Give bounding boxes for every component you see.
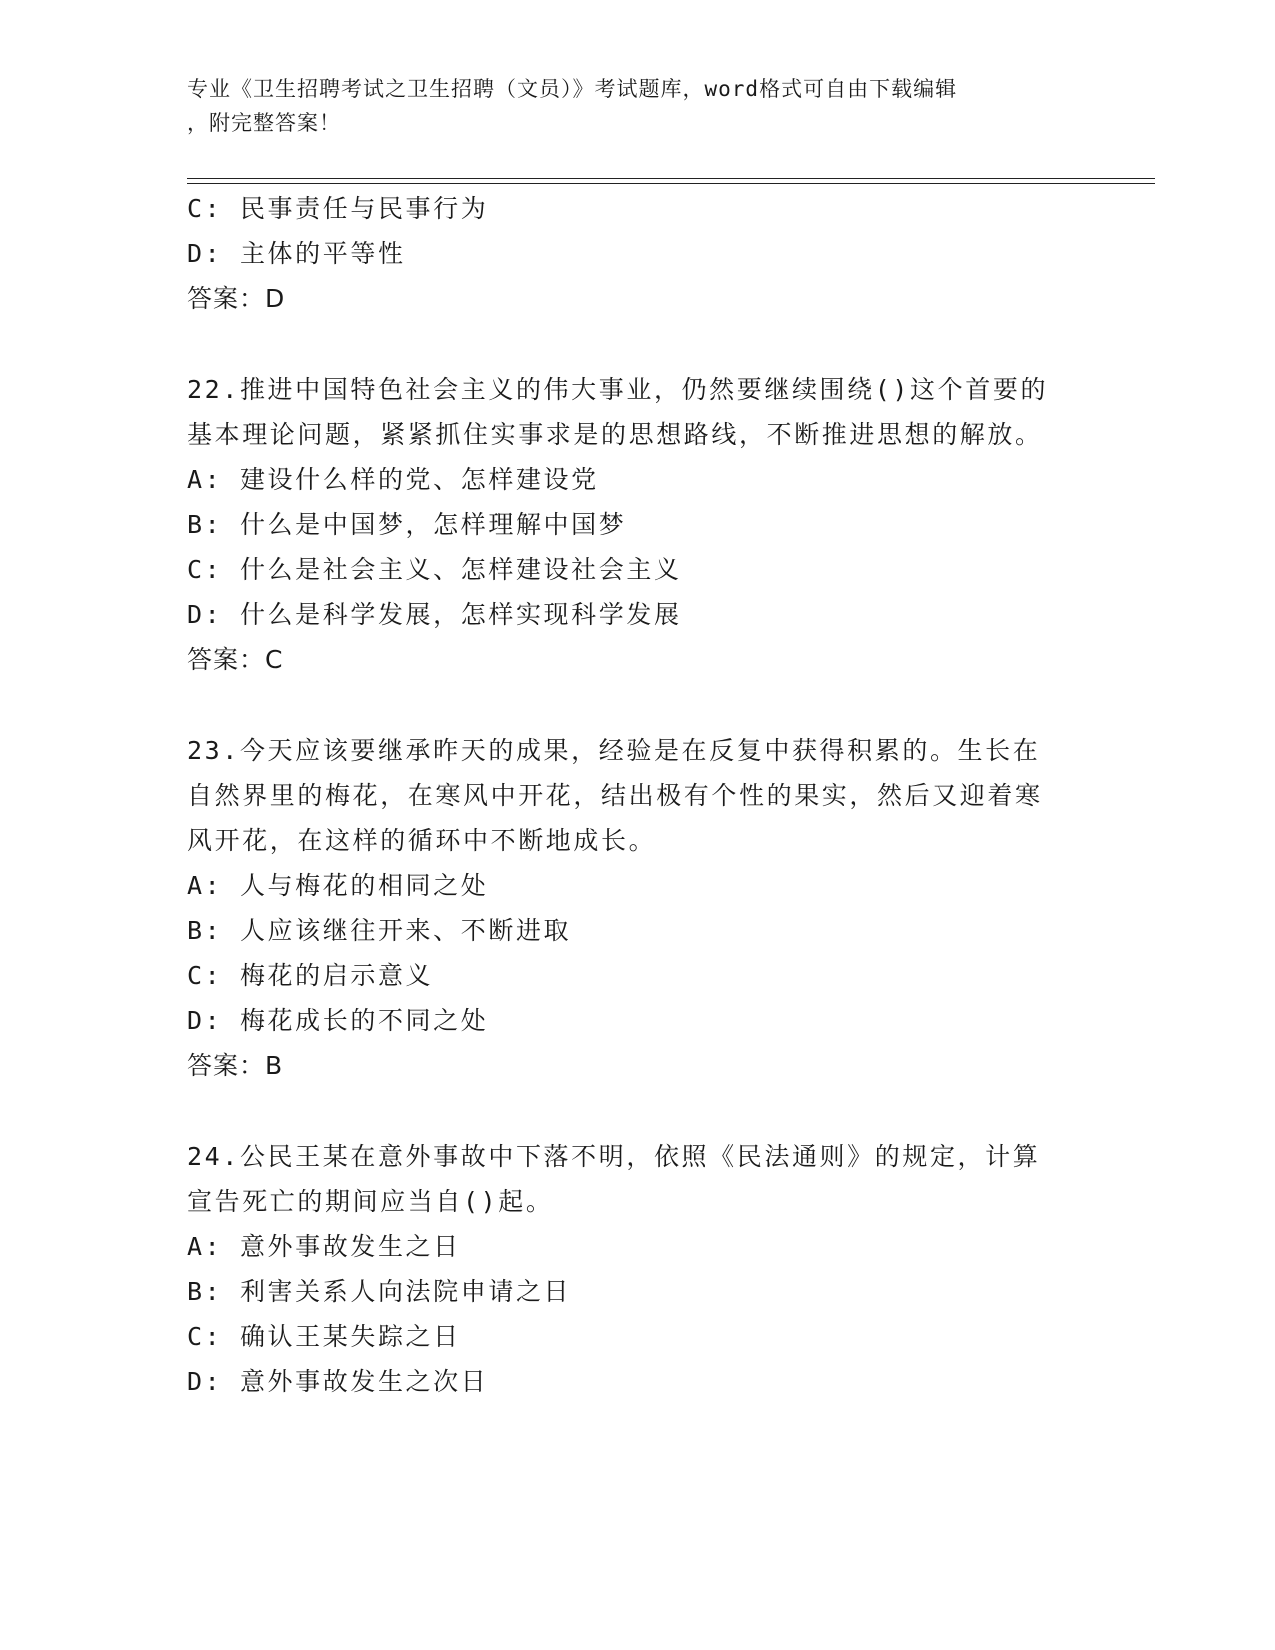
option-b: B: 什么是中国梦，怎样理解中国梦 xyxy=(187,510,627,539)
option-b: B: 人应该继往开来、不断进取 xyxy=(187,916,572,945)
option-c: C: 梅花的启示意义 xyxy=(187,961,434,990)
answer-label: 答案：D xyxy=(187,284,286,313)
option-a: A: 建设什么样的党、怎样建设党 xyxy=(187,465,599,494)
option-c: C: 什么是社会主义、怎样建设社会主义 xyxy=(187,555,682,584)
question-22 xyxy=(187,367,1147,682)
document-page xyxy=(187,70,1147,140)
option-c: C: 民事责任与民事行为 xyxy=(187,194,489,223)
question-24 xyxy=(187,1134,1147,1404)
option-b: B: 利害关系人向法院申请之日 xyxy=(187,1277,572,1306)
question-23 xyxy=(187,728,1147,1088)
document-header xyxy=(187,70,1147,140)
option-d: D: 梅花成长的不同之处 xyxy=(187,1006,489,1035)
answer-label: 答案：B xyxy=(187,1051,284,1080)
question-stem: 24.公民王某在意外事故中下落不明，依照《民法通则》的规定，计算宣告死亡的期间应当自()起。 xyxy=(187,1142,1041,1216)
option-a: A: 人与梅花的相同之处 xyxy=(187,871,489,900)
option-a: A: 意外事故发生之日 xyxy=(187,1232,461,1261)
option-c: C: 确认王某失踪之日 xyxy=(187,1322,461,1351)
header-line-1: 专业《卫生招聘考试之卫生招聘（文员）》考试题库，word格式可自由下载编辑 xyxy=(187,77,958,101)
option-d: D: 意外事故发生之次日 xyxy=(187,1367,489,1396)
answer-label: 答案：C xyxy=(187,645,284,674)
question-stem: 22.推进中国特色社会主义的伟大事业，仍然要继续围绕()这个首要的基本理论问题，紧紧抓住实事求是的思想路线，不断推进思想的解放。 xyxy=(187,375,1049,449)
option-d: D: 什么是科学发展，怎样实现科学发展 xyxy=(187,600,682,629)
question-21-continued xyxy=(187,186,1147,321)
header-divider xyxy=(187,178,1155,184)
header-line-2: ，附完整答案！ xyxy=(187,111,341,135)
question-stem: 23.今天应该要继承昨天的成果，经验是在反复中获得积累的。生长在自然界里的梅花，在寒风中开花，结出极有个性的果实，然后又迎着寒风开花，在这样的循环中不断地成长。 xyxy=(187,736,1043,855)
document-content xyxy=(187,186,1147,1404)
option-d: D: 主体的平等性 xyxy=(187,239,406,268)
